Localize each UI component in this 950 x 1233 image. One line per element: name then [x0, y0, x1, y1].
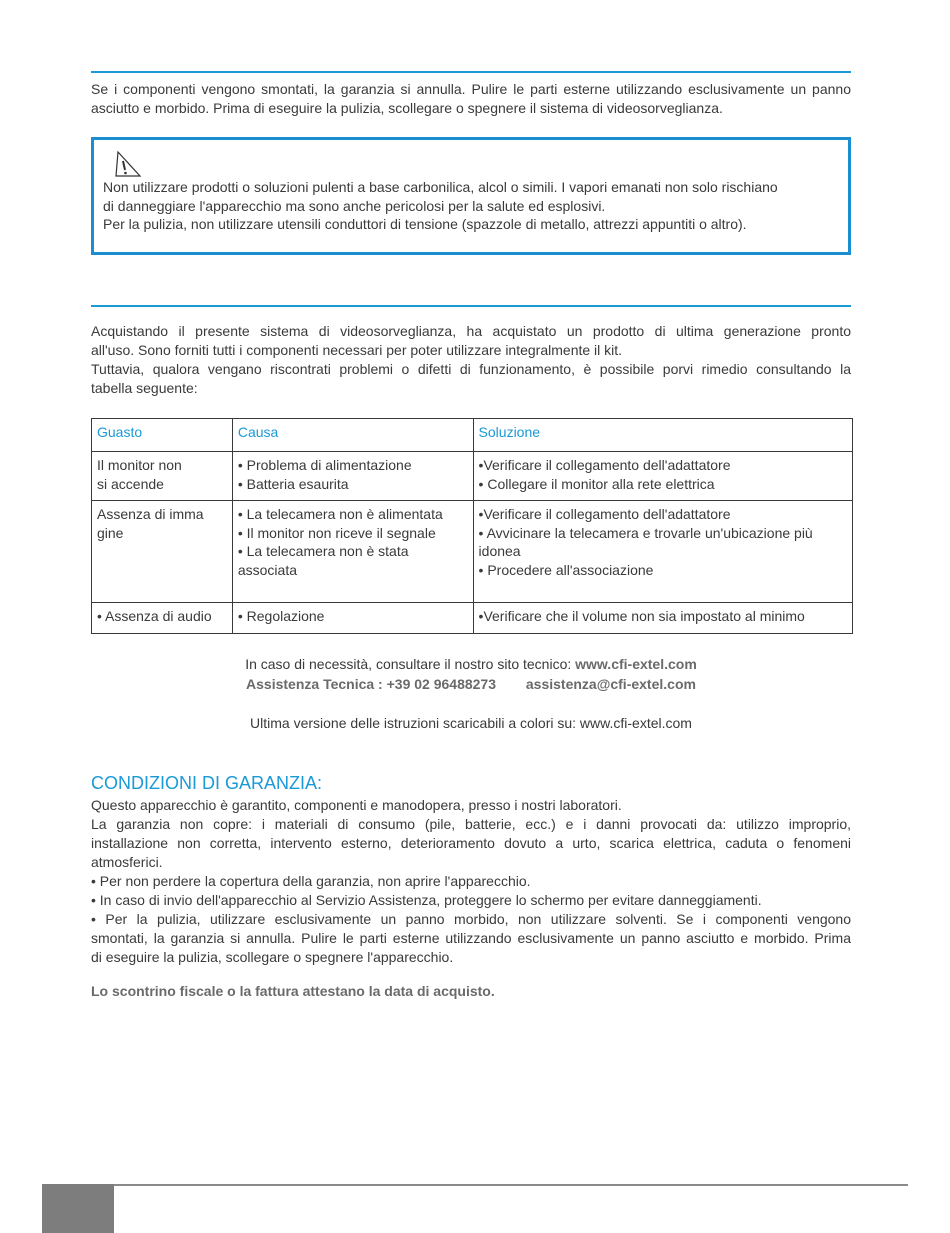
- text-line: installazione non corretta, intervento esterno, deterioramento dovuto a urto, scarica elettrica, caduta o fenomeni: [91, 835, 851, 851]
- cell-line: •Verificare che il volume non sia impostato al minimo: [478, 608, 805, 624]
- cell-line: • Avvicinare la telecamera e trovarle un'ubicazione più: [478, 524, 813, 541]
- cell-line: • Problema di alimentazione: [237, 457, 412, 473]
- header-causa: Causa: [232, 419, 473, 452]
- cell-soluzione: [473, 501, 852, 603]
- text-line: all'uso. Sono forniti tutti i componenti necessari per poter utilizzare integralmente il kit.: [91, 342, 623, 358]
- table-row: [92, 452, 853, 501]
- text-line: La garanzia non copre: i materiali di consumo (pile, batterie, ecc.) e i danni provocati da: utilizzo improprio,: [91, 816, 851, 832]
- cell-line: • Batteria esaurita: [237, 475, 349, 492]
- cell-line: associata: [237, 561, 297, 578]
- text-line: • Per non perdere la copertura della garanzia, non aprire l'apparecchio.: [91, 873, 531, 889]
- section-rule: [91, 305, 851, 307]
- warranty-title: CONDIZIONI DI GARANZIA:: [91, 773, 323, 793]
- table-row: [92, 603, 853, 634]
- tech-site-line: [91, 654, 851, 674]
- text-line: Se i componenti vengono smontati, la garanzia si annulla. Pulire le parti esterne utilizzando esclusivamente un panno: [91, 81, 851, 97]
- text-line: • Per la pulizia, utilizzare esclusivamente un panno morbido, non utilizzare solventi. Se i componenti vengono: [91, 911, 851, 927]
- text-line: Questo apparecchio è garantito, componenti e manodopera, presso i nostri laboratori.: [91, 797, 622, 813]
- table-row: [92, 501, 853, 603]
- cell-line: •Verificare il collegamento dell'adattatore: [478, 506, 731, 522]
- tech-site-link[interactable]: www.cfi-extel.com: [575, 656, 697, 672]
- cell-line: •Verificare il collegamento dell'adattatore: [478, 457, 731, 473]
- warning-triangle-icon: [114, 150, 142, 178]
- cell-line: gine: [97, 524, 124, 541]
- cell-guasto: [92, 452, 233, 501]
- receipt-note: Lo scontrino fiscale o la fattura attestano la data di acquisto.: [91, 983, 495, 999]
- text-line: tabella seguente:: [91, 380, 198, 396]
- table-header-row: [92, 419, 853, 452]
- top-rule: [91, 71, 851, 73]
- text-line: atmosferici.: [91, 854, 163, 870]
- cleaning-paragraph: [91, 80, 851, 118]
- cell-causa: [232, 603, 473, 634]
- warning-box: [91, 137, 851, 255]
- cell-guasto: [92, 603, 233, 634]
- cell-line: Assenza di imma: [97, 506, 204, 522]
- cell-causa: [232, 452, 473, 501]
- text-line: smontati, la garanzia si annulla. Pulire le parti esterne utilizzando esclusivamente un panno asciutto e morbido. Prima: [91, 930, 851, 946]
- tech-site-prefix: In caso di necessità, consultare il nostro sito tecnico:: [245, 656, 576, 672]
- warning-line: di danneggiare l'apparecchio ma sono anche pericolosi per la salute ed esplosivi.: [103, 197, 606, 214]
- cell-line: si accende: [97, 475, 164, 492]
- footer-rule: [42, 1184, 908, 1186]
- cell-line: • Procedere all'associazione: [478, 561, 654, 578]
- header-soluzione: Soluzione: [473, 419, 852, 452]
- troubleshooting-intro: [91, 322, 851, 398]
- troubleshooting-table: [91, 418, 853, 634]
- cell-line: • Collegare il monitor alla rete elettrica: [478, 475, 715, 492]
- text-line: asciutto e morbido. Prima di eseguire la pulizia, scollegare o spegnere il sistema di videosorveglianza.: [91, 100, 723, 116]
- warning-line: Non utilizzare prodotti o soluzioni pulenti a base carbonilica, alcol o simili. I vapori emanati non solo rischiano: [103, 179, 778, 195]
- assistance-email[interactable]: assistenza@cfi-extel.com: [525, 676, 696, 692]
- latest-version-line: Ultima versione delle istruzioni scaricabili a colori su: www.cfi-extel.com: [250, 715, 692, 731]
- text-line: • In caso di invio dell'apparecchio al Servizio Assistenza, proteggere lo schermo per evitare danneggiamenti.: [91, 892, 762, 908]
- text-line: di eseguire la pulizia, scollegare o spegnere l'apparecchio.: [91, 949, 454, 965]
- cell-causa: [232, 501, 473, 603]
- cell-line: idonea: [478, 543, 521, 559]
- header-guasto: Guasto: [92, 419, 233, 452]
- cell-guasto: [92, 501, 233, 603]
- text-line: Acquistando il presente sistema di videosorveglianza, ha acquistato un prodotto di ultima generazione pronto: [91, 323, 851, 339]
- assistance-line: [91, 674, 851, 694]
- warning-line: Per la pulizia, non utilizzare utensili conduttori di tensione (spazzole di metallo, attrezzi appuntiti o altro).: [103, 216, 747, 232]
- page-number-box: [42, 1184, 114, 1233]
- cell-soluzione: [473, 603, 852, 634]
- text-line: Tuttavia, qualora vengano riscontrati problemi o difetti di funzionamento, è possibile porvi rimedio consultando la: [91, 361, 851, 377]
- cell-line: • La telecamera non è stata: [237, 543, 409, 559]
- cell-line: Il monitor non: [97, 457, 182, 473]
- cell-soluzione: [473, 452, 852, 501]
- cell-line: • Il monitor non riceve il segnale: [237, 524, 436, 541]
- cell-line: • Regolazione: [237, 608, 325, 624]
- assistance-phone: Assistenza Tecnica : +39 02 96488273: [246, 676, 496, 692]
- warranty-paragraph: [91, 796, 851, 967]
- cell-line: • La telecamera non è alimentata: [237, 506, 443, 522]
- cell-line: • Assenza di audio: [97, 608, 212, 624]
